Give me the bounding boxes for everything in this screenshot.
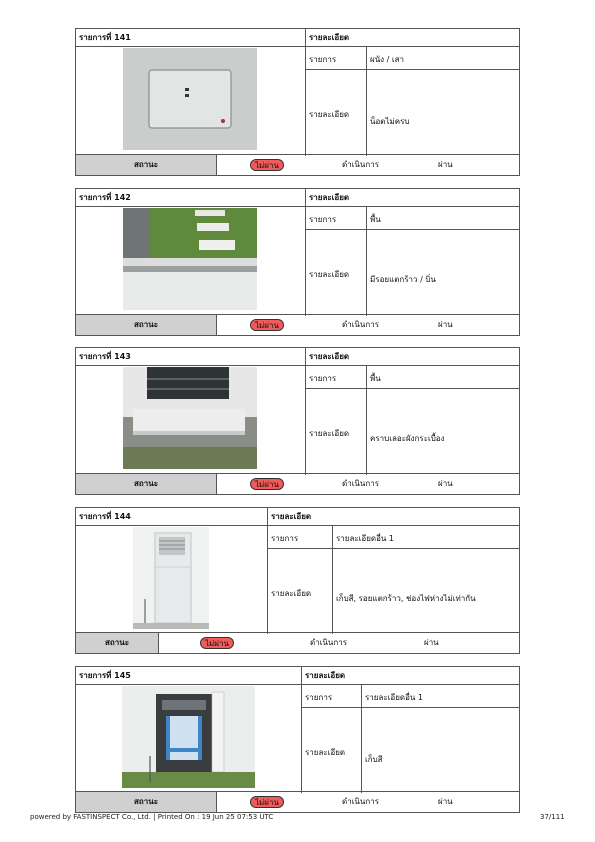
inspection-block-144 [75, 507, 520, 654]
fail-badge[interactable]: ไม่ผ่าน [250, 796, 284, 808]
fail-badge[interactable]: ไม่ผ่าน [250, 478, 284, 490]
item-number: รายการที่ 141 [79, 33, 131, 42]
fail-badge[interactable]: ไม่ผ่าน [200, 637, 234, 649]
in-progress-option[interactable]: ดำเนินการ [310, 638, 347, 647]
item-number: รายการที่ 142 [79, 193, 131, 202]
pass-option[interactable]: ผ่าน [438, 320, 453, 329]
status-row [76, 154, 519, 175]
item-number: รายการที่ 143 [79, 352, 131, 361]
inspection-photo [123, 208, 257, 310]
in-progress-option[interactable]: ดำเนินการ [342, 479, 379, 488]
status-label: สถานะ [76, 315, 217, 335]
status-row [76, 632, 519, 653]
item-value: พื้น [370, 374, 381, 383]
fail-badge[interactable]: ไม่ผ่าน [250, 319, 284, 331]
pass-option[interactable]: ผ่าน [438, 479, 453, 488]
detail-header: รายละเอียด [309, 33, 350, 42]
status-row [76, 473, 519, 494]
item-number: รายการที่ 144 [79, 512, 131, 521]
inspection-photo [133, 527, 209, 629]
detail-label: รายละเอียด [309, 429, 350, 438]
inspection-block-145 [75, 666, 520, 813]
block-header [76, 189, 519, 207]
fail-badge[interactable]: ไม่ผ่าน [250, 159, 284, 171]
item-label: รายการ [309, 374, 337, 383]
footer-text: powered by FASTINSPECT Co., Ltd. | Printed On : 19 Jun 25 07:53 UTC [30, 813, 274, 821]
in-progress-option[interactable]: ดำเนินการ [342, 160, 379, 169]
inspection-photo [122, 686, 255, 788]
detail-value: มีรอยแตกร้าว / บิ่น [370, 275, 436, 284]
detail-value: เก็บสี, รอยแตกร้าว, ช่องไฟห่างไม่เท่ากัน [336, 594, 476, 603]
status-row [76, 791, 519, 812]
detail-value: เก็บสี [365, 755, 383, 764]
pass-option[interactable]: ผ่าน [438, 160, 453, 169]
inspection-photo [123, 48, 257, 150]
status-label: สถานะ [76, 633, 159, 653]
item-label: รายการ [309, 55, 337, 64]
item-value: ผนัง / เสา [370, 55, 404, 64]
in-progress-option[interactable]: ดำเนินการ [342, 320, 379, 329]
status-row [76, 314, 519, 335]
status-label: สถานะ [76, 155, 217, 175]
detail-header: รายละเอียด [309, 352, 350, 361]
item-label: รายการ [305, 693, 333, 702]
detail-header: รายละเอียด [309, 193, 350, 202]
item-label: รายการ [271, 534, 299, 543]
status-label: สถานะ [76, 792, 217, 812]
inspection-block-143 [75, 347, 520, 495]
status-label: สถานะ [76, 474, 217, 494]
detail-header: รายละเอียด [271, 512, 312, 521]
pass-option[interactable]: ผ่าน [424, 638, 439, 647]
block-header [76, 29, 519, 47]
detail-label: รายละเอียด [305, 748, 346, 757]
detail-header: รายละเอียด [305, 671, 346, 680]
item-value: พื้น [370, 215, 381, 224]
item-number: รายการที่ 145 [79, 671, 131, 680]
block-header [76, 348, 519, 366]
detail-value: คราบเลอะผังกระเบื้อง [370, 434, 445, 443]
detail-value: น็อตไม่ครบ [370, 117, 410, 126]
pass-option[interactable]: ผ่าน [438, 797, 453, 806]
detail-label: รายละเอียด [271, 589, 312, 598]
detail-label: รายละเอียด [309, 110, 350, 119]
item-value: รายละเอียดอื่น 1 [336, 534, 395, 543]
detail-label: รายละเอียด [309, 270, 350, 279]
item-label: รายการ [309, 215, 337, 224]
in-progress-option[interactable]: ดำเนินการ [342, 797, 379, 806]
inspection-photo [123, 367, 257, 469]
page-number: 37/111 [540, 813, 565, 821]
block-header [76, 667, 519, 685]
inspection-block-142 [75, 188, 520, 336]
inspection-block-141 [75, 28, 520, 176]
item-value: รายละเอียดอื่น 1 [365, 693, 424, 702]
